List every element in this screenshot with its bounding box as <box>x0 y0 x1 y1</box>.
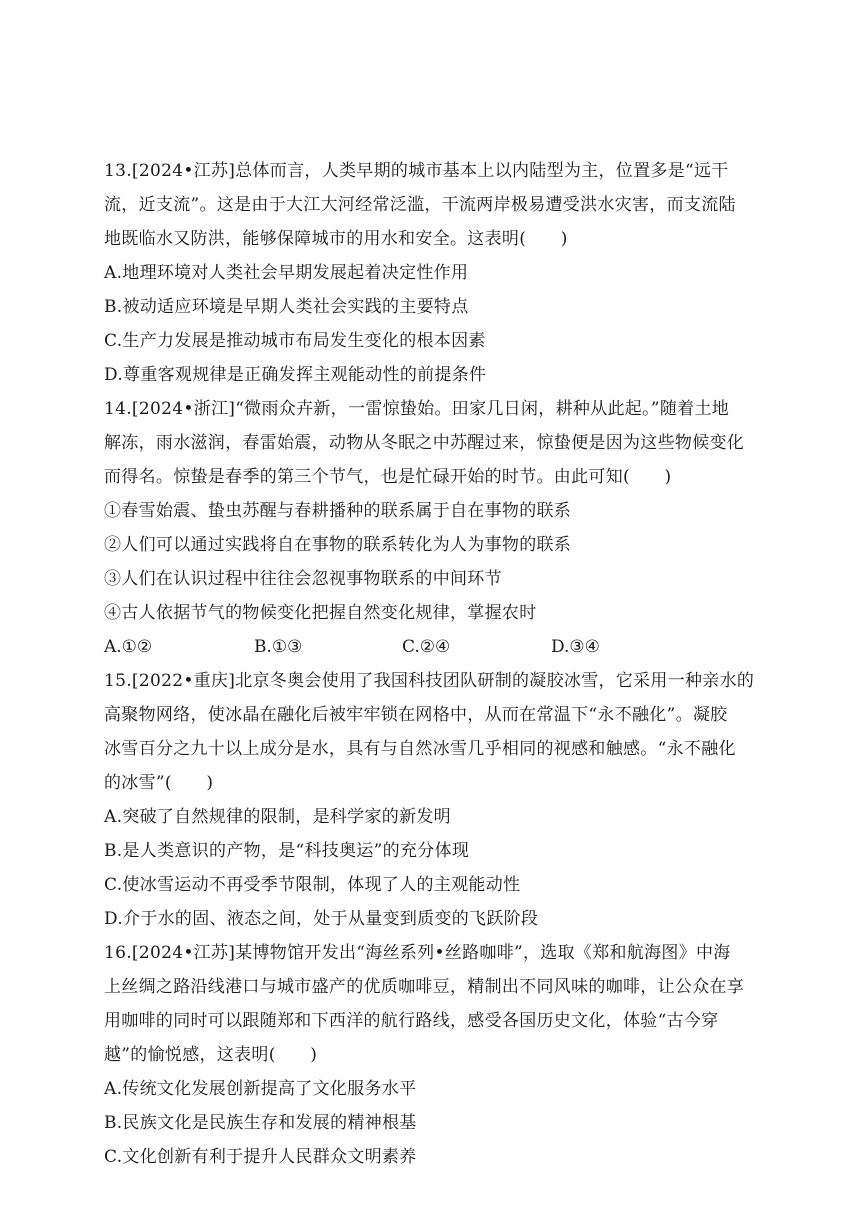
q14-choice-d: D.③④ <box>551 637 600 657</box>
q15-option-b: B.是人类意识的产物，是“科技奥运”的充分体现 <box>104 841 470 861</box>
q15-option-c: C.使冰雪运动不再受季节限制，体现了人的主观能动性 <box>104 875 521 895</box>
q13-stem-line-2: 流，近支流”。这是由于大江大河经常泛滥，干流两岸极易遭受洪水灾害，而支流陆 <box>104 195 736 215</box>
q13-option-a: A.地理环境对人类社会早期发展起着决定性作用 <box>104 263 469 283</box>
q15-option-d: D.介于水的固、液态之间，处于从量变到质变的飞跃阶段 <box>104 909 539 929</box>
q14-statement-1: ①春雪始震、蛰虫苏醒与春耕播种的联系属于自在事物的联系 <box>104 501 572 521</box>
q16-stem-line-4: 越”的愉悦感，这表明( ) <box>104 1045 318 1065</box>
q14-choice-a: A.①② <box>104 637 153 657</box>
q13-option-d: D.尊重客观规律是正确发挥主观能动性的前提条件 <box>104 365 487 385</box>
q16-stem-line-3: 用咖啡的同时可以跟随郑和下西洋的航行路线，感受各国历史文化，体验“古今穿 <box>104 1011 719 1031</box>
q16-option-c: C.文化创新有利于提升人民群众文明素养 <box>104 1147 417 1167</box>
q14-statement-3: ③人们在认识过程中往往会忽视事物联系的中间环节 <box>104 569 502 589</box>
q14-choices-row <box>104 636 756 658</box>
q15-stem-line-3: 冰雪百分之九十以上成分是水，具有与自然冰雪几乎相同的视感和触感。“永不融化 <box>104 739 736 759</box>
q15-stem-line-1: 15.[2022•重庆]北京冬奥会使用了我国科技团队研制的凝胶冰雪，它采用一种亲水的 <box>104 671 755 691</box>
q14-stem-line-2: 解冻，雨水滋润，春雷始震，动物从冬眠之中苏醒过来，惊蛰便是因为这些物候变化 <box>104 433 745 453</box>
q14-statement-4: ④古人依据节气的物候变化把握自然变化规律，掌握农时 <box>104 603 537 623</box>
q13-stem-line-3: 地既临水又防洪，能够保障城市的用水和安全。这表明( ) <box>104 229 568 249</box>
q15-stem-line-4: 的冰雪”( ) <box>104 773 214 793</box>
q13-stem-line-1: 13.[2024•江苏]总体而言，人类早期的城市基本上以内陆型为主，位置多是“远干 <box>104 161 729 181</box>
q16-option-b: B.民族文化是民族生存和发展的精神根基 <box>104 1113 417 1133</box>
q16-stem-line-2: 上丝绸之路沿线港口与城市盛产的优质咖啡豆，精制出不同风味的咖啡，让公众在享 <box>104 977 745 997</box>
q14-stem-line-1: 14.[2024•浙江]“微雨众卉新，一雷惊蛰始。田家几日闲，耕种从此起。”随着土地 <box>104 399 730 419</box>
q13-option-c: C.生产力发展是推动城市布局发生变化的根本因素 <box>104 331 486 351</box>
q14-choice-c: C.②④ <box>402 637 451 657</box>
q15-stem-line-2: 高聚物网络，使冰晶在融化后被牢牢锁在网格中，从而在常温下“永不融化”。凝胶 <box>104 705 728 725</box>
q14-stem-line-3: 而得名。惊蛰是春季的第三个节气，也是忙碌开始的时节。由此可知( ) <box>104 467 672 487</box>
q15-option-a: A.突破了自然规律的限制，是科学家的新发明 <box>104 807 451 827</box>
q16-stem-line-1: 16.[2024•江苏]某博物馆开发出“海丝系列•丝路咖啡”，选取《郑和航海图》中海 <box>104 943 731 963</box>
q14-choice-b: B.①③ <box>254 637 303 657</box>
q13-option-b: B.被动适应环境是早期人类社会实践的主要特点 <box>104 297 469 317</box>
q14-statement-2: ②人们可以通过实践将自在事物的联系转化为人为事物的联系 <box>104 535 572 555</box>
q16-option-a: A.传统文化发展创新提高了文化服务水平 <box>104 1079 417 1099</box>
